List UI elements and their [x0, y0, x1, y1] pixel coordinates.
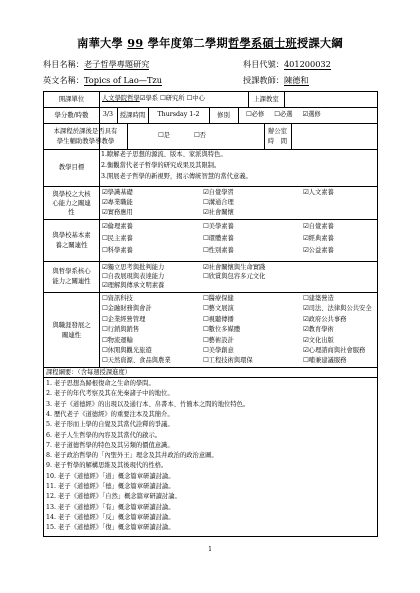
dept-item-label: 獨立思考與批判能力 [107, 264, 165, 271]
career-item-label: 文化出版 [308, 336, 334, 344]
career-item-label: 工程技術與環保 [208, 357, 253, 365]
requirement-label: 修別 [217, 111, 230, 119]
dept-item-label: 自我展現與表達能力 [107, 273, 165, 280]
core-item [102, 189, 133, 197]
dept-item-label: 社會關懷與生命實踐 [208, 264, 266, 271]
basic-item [303, 247, 334, 255]
core-item-label: 實務應用 [107, 209, 133, 216]
outline-item: 10. 老子《道德經》「道」概念篇章研讀討論。 [46, 472, 175, 480]
career-item-label: 政府公共事務 [308, 315, 347, 323]
course-code: 科目代號：401200032 [243, 59, 331, 69]
english-name-value: Topics of Lao—Tzu [83, 75, 163, 85]
career-item [102, 316, 145, 324]
career-item-label: 心理諮商與社會服務 [308, 347, 366, 354]
outline-item: 3. 老子《道德經》的出現以及通行本、帛書本、竹簡本之間的地位特色。 [46, 400, 250, 408]
dept-label-1: 與哲學系核心 [52, 267, 91, 275]
basic-item [203, 223, 234, 231]
career-item-label: 藝術設計 [208, 336, 234, 344]
basic-item-label: 科學素養 [107, 247, 133, 254]
career-item [303, 337, 334, 345]
outline-item: 14. 老子《道德經》「反」概念篇章研讀討論。 [46, 513, 175, 521]
core-item-label: 專業職能 [107, 199, 133, 206]
career-label-2: 關連性 [61, 331, 82, 339]
career-item-label: 休閒與觀光旅遊 [107, 347, 152, 354]
core-item-label: 人文素養 [308, 189, 334, 196]
core-item-label: 自覺學習 [208, 189, 234, 196]
outline-header: 課程綱要：（含每週授課進度） [46, 369, 132, 376]
counsel-label-1: 本課程於課後是否具有 [53, 127, 118, 135]
career-item [102, 357, 171, 365]
career-item-label: 醫療保健 [208, 295, 234, 302]
career-item-label: 建築營造 [308, 295, 334, 302]
career-item [102, 295, 133, 303]
document-title: 南華大學 99 學年度第二學期哲學系碩士班授課大綱 [77, 36, 343, 50]
basic-item [303, 223, 334, 231]
course-code-value: 401200032 [283, 59, 331, 69]
core-item [203, 209, 234, 217]
basic-item [102, 247, 133, 255]
objectives-label: 教學目標 [58, 163, 85, 171]
basic-label-2: 養之關連性 [55, 241, 88, 249]
core-item [203, 189, 234, 197]
career-item [102, 337, 133, 345]
career-item [303, 295, 334, 303]
outline-item: 4. 歷代老子《道德經》的重要注本及其簡介。 [46, 410, 174, 418]
english-name: 英文名稱：Topics of Lao—Tzu [43, 75, 163, 85]
core-label-3: 性 [68, 208, 75, 216]
career-item [203, 357, 253, 365]
career-item [102, 347, 152, 355]
office-label-1: 辦公室 [267, 127, 288, 135]
requirement-options: ☐ 必修 ☐ 必選 ☑ 選修 [246, 111, 321, 119]
outline-item: 6. 老子人生哲學的內容及其當代的啟示。 [46, 431, 162, 439]
counsel-options: ☐ 是 ☐ 否 [158, 132, 206, 140]
core-item-label: 社會關懷 [208, 209, 234, 216]
basic-item [303, 235, 334, 243]
core-label-2: 心能力之關連 [52, 199, 91, 207]
career-item-label: 金融財務與會計 [107, 305, 152, 313]
basic-label-1: 與學校基本素 [52, 231, 91, 239]
career-item [303, 305, 372, 313]
career-label-1: 與職涯發展之 [52, 321, 91, 329]
career-item [303, 326, 334, 334]
core-item [303, 189, 334, 197]
career-item-label: 天然資源、食品與農業 [107, 357, 171, 365]
career-item [203, 305, 234, 313]
outline-item: 2. 老子的年代考察及其在先秦諸子中的地位。 [46, 390, 174, 398]
basic-item [203, 247, 234, 255]
career-item-label: 物流運輸 [107, 336, 133, 344]
career-item [303, 316, 346, 324]
classroom-label: 上課教室 [253, 95, 279, 103]
counsel-label-2: 學生輔助教學導教學 [56, 137, 115, 145]
outline-item: 7. 老子道德哲學的特色及其另類的價值意識。 [46, 441, 174, 449]
career-item-label: 教育學術 [308, 326, 334, 334]
office-label-2: 時 間 [267, 137, 288, 145]
career-item [203, 316, 234, 324]
core-item [203, 199, 234, 207]
outline-item: 1. 老子思想為歸根復命之生命的學問。 [46, 380, 155, 387]
dept-item [102, 273, 164, 281]
teacher-value: 陳德和 [283, 75, 309, 85]
basic-item [203, 235, 234, 243]
basic-item-label: 倫理素養 [107, 223, 133, 230]
career-item [303, 347, 365, 355]
dept-item [102, 282, 164, 290]
core-item [102, 209, 133, 217]
time-value: Thursday 1-2 [157, 111, 200, 118]
dept-item [203, 273, 265, 281]
basic-item-label: 環體素養 [208, 235, 234, 242]
outline-item: 13. 老子《道德經》「有」概念篇章研讀討論。 [46, 503, 175, 511]
career-item [203, 337, 234, 345]
syllabus-table [43, 91, 378, 537]
time-label: 授課時間 [119, 111, 146, 119]
career-item-label: 數位多媒體 [208, 326, 241, 334]
basic-item-label: 性別素養 [208, 247, 234, 254]
credits-value: 3/3 [102, 111, 114, 118]
career-item [102, 326, 139, 334]
dept-item-label: 欣賞與包容多元文化 [208, 273, 266, 280]
basic-item [102, 235, 133, 243]
dept-item [203, 264, 265, 272]
career-item [102, 305, 152, 313]
career-item-label: 哺兼建議服務 [308, 357, 347, 365]
basic-item-label: 自覺素養 [308, 223, 334, 230]
basic-item-label: 經典素養 [308, 235, 334, 242]
career-item-label: 視聽傳播 [208, 315, 234, 323]
credits-label: 學分數/時數 [54, 111, 89, 119]
basic-item [102, 223, 133, 231]
core-label-1: 與學校之大核 [52, 190, 91, 198]
objective-3: 3.開展老子哲學的新視野，揭示傳統智慧的當代意義。 [101, 173, 252, 180]
dept-item [102, 264, 164, 272]
outline-item: 5. 老子形而上學的自覺及其當代詮釋的爭議。 [46, 421, 174, 429]
unit-field: 人文學院哲學☑ 學系 ☐ 研究所 ☐ 中心 [102, 95, 205, 103]
outline-item: 11. 老子《道德經》「德」概念篇章研讀討論。 [46, 483, 175, 490]
basic-item-label: 公益素養 [308, 247, 334, 254]
career-item [203, 326, 240, 334]
career-item [203, 295, 234, 303]
objective-1: 1.瞭解老子思想的源流、版本、家派與特色。 [101, 151, 227, 158]
career-item-label: 司法、法律與公共安全 [308, 305, 372, 313]
unit-label: 開課單位 [58, 95, 85, 103]
career-item [203, 347, 234, 355]
page-number: 1 [208, 546, 212, 553]
basic-item-label: 美學素養 [208, 223, 234, 230]
core-item [102, 199, 133, 207]
core-item-label: 學識基礎 [107, 189, 133, 196]
course-name: 科目名稱：老子哲學專題研究 [43, 59, 150, 69]
core-item-label: 溝通合理 [208, 199, 234, 206]
basic-item-label: 民主素養 [107, 235, 133, 242]
dept-item-label: 理解與傳承文明素養 [107, 282, 165, 289]
career-item [303, 357, 346, 365]
outline-item: 12. 老子《道德經》「自然」概念篇章研讀討論。 [46, 493, 181, 501]
outline-item: 8. 老子政治哲學的「內聖外王」理念及其井政治的政治意圖。 [46, 452, 218, 460]
outline-item: 9. 老子哲學的解構思維及其後現代的性格。 [46, 462, 168, 470]
teacher: 授課教師：陳德和 [243, 75, 309, 85]
objective-2: 2.衡觀當代老子哲學的研究成果及其限制。 [101, 162, 221, 169]
unit-value: 人文學院哲學 [102, 95, 140, 102]
career-item-label: 資訊科技 [107, 295, 133, 302]
career-item-label: 企業經營管理 [107, 315, 146, 323]
outline-item: 15. 老子《道德經》「復」概念篇章研讀討論。 [46, 524, 175, 532]
dept-label-2: 能力之關連性 [52, 277, 91, 285]
career-item-label: 美學創意 [208, 347, 234, 354]
career-item-label: 行銷與銷售 [107, 326, 140, 334]
career-item-label: 藝文展演 [208, 305, 234, 313]
course-name-value: 老子哲學專題研究 [83, 59, 150, 69]
